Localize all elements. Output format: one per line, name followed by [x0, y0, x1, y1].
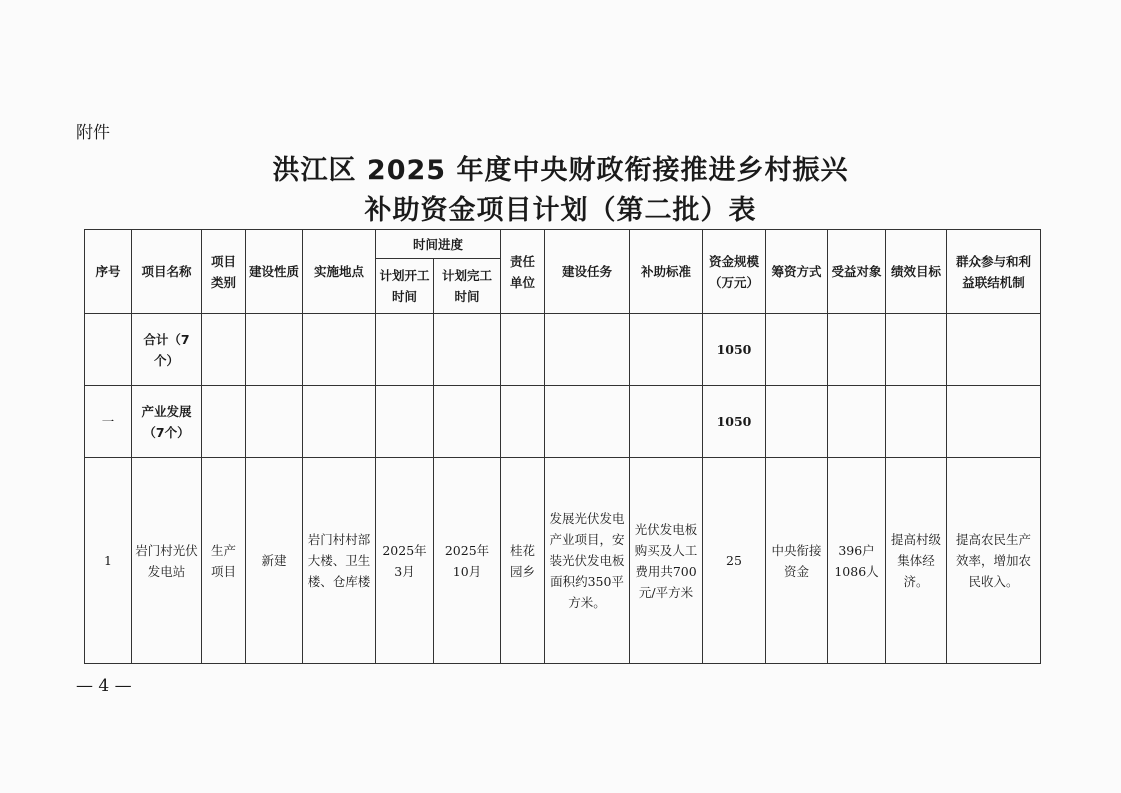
row1-scale: 25	[703, 458, 766, 664]
attachment-label: 附件	[76, 123, 110, 143]
header-time-progress: 时间进度	[376, 230, 501, 259]
page-number: — 4 —	[76, 676, 132, 696]
row1-mechanism: 提高农民生产效率，增加农民收入。	[947, 458, 1041, 664]
row1-location: 岩门村村部大楼、卫生楼、仓库楼	[303, 458, 376, 664]
page-title-line2: 补助资金项目计划（第二批）表	[364, 195, 757, 226]
header-category: 项目类别	[202, 230, 246, 314]
header-name: 项目名称	[132, 230, 202, 314]
header-location: 实施地点	[303, 230, 376, 314]
header-beneficiary: 受益对象	[828, 230, 886, 314]
header-task: 建设任务	[545, 230, 630, 314]
row1-start: 2025年3月	[376, 458, 434, 664]
page-title-line1: 洪江区 2025 年度中央财政衔接推进乡村振兴	[272, 155, 849, 186]
row1-name: 岩门村光伏发电站	[132, 458, 202, 664]
header-mechanism: 群众参与和利益联结机制	[947, 230, 1041, 314]
header-standard: 补助标准	[630, 230, 703, 314]
table-row	[85, 458, 1041, 664]
total-scale: 1050	[703, 314, 766, 386]
header-funding: 筹资方式	[766, 230, 828, 314]
total-seq	[85, 314, 132, 386]
total-name: 合计（7个）	[132, 314, 202, 386]
row1-nature: 新建	[246, 458, 303, 664]
header-nature: 建设性质	[246, 230, 303, 314]
row1-beneficiary: 396户1086人	[828, 458, 886, 664]
row1-task: 发展光伏发电产业项目，安装光伏发电板面积约350平方米。	[545, 458, 630, 664]
row1-goal: 提高村级集体经济。	[886, 458, 947, 664]
row1-funding: 中央衔接资金	[766, 458, 828, 664]
row1-category: 生产项目	[202, 458, 246, 664]
header-seq: 序号	[85, 230, 132, 314]
industry-seq: 一	[85, 386, 132, 458]
project-plan-table	[84, 229, 1041, 664]
row1-unit: 桂花园乡	[501, 458, 545, 664]
header-end: 计划完工时间	[434, 259, 501, 314]
row1-standard: 光伏发电板购买及人工费用共700元/平方米	[630, 458, 703, 664]
header-scale: 资金规模（万元）	[703, 230, 766, 314]
header-unit: 责任单位	[501, 230, 545, 314]
row1-end: 2025年10月	[434, 458, 501, 664]
header-start: 计划开工时间	[376, 259, 434, 314]
row1-seq: 1	[85, 458, 132, 664]
header-goal: 绩效目标	[886, 230, 947, 314]
industry-scale: 1050	[703, 386, 766, 458]
industry-name: 产业发展（7个）	[132, 386, 202, 458]
